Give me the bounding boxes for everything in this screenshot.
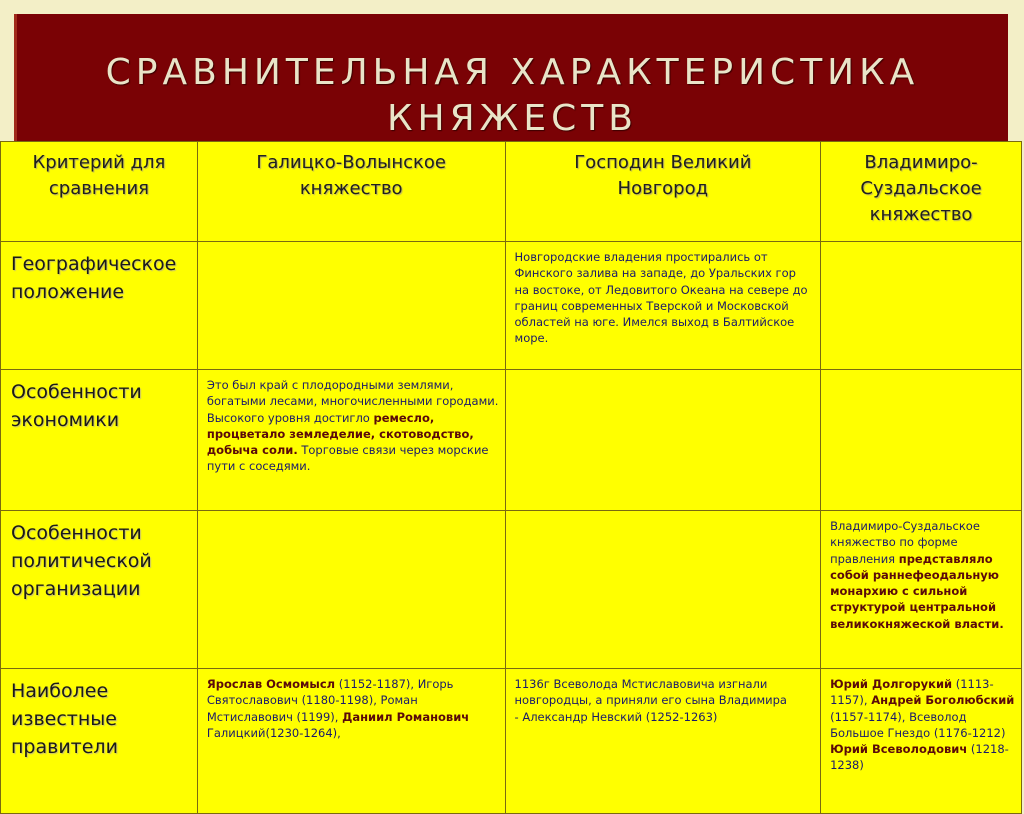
criterion-geography: Географическое положение <box>1 242 198 370</box>
table-row-geography <box>1 242 1022 370</box>
cell-rulers-vladimir <box>821 669 1022 814</box>
cell-geography-novgorod: Новгородские владения простирались от Финского залива на западе, до Уральских гор на востоке, от Ледовитого Океана на севере до границ современных Тверской и Московской областей на юге. Имелся выход в Балтийское море. <box>505 242 821 370</box>
table-row-economy <box>1 370 1022 511</box>
rulers-novgorod-text-2: - Александр Невский (1252-1263) <box>514 709 718 724</box>
header-vladimir: Владимиро-Суздальское княжество <box>821 142 1022 242</box>
cell-geography-galicia <box>197 242 505 370</box>
cell-economy-vladimir <box>821 370 1022 511</box>
table-row-politics <box>1 511 1022 669</box>
rulers-vladimir-text-3: (1218-1238) <box>830 742 1009 773</box>
cell-politics-vladimir <box>821 511 1022 669</box>
table-row-rulers <box>1 669 1022 814</box>
economy-text-a: Высокого уровня достигло <box>206 410 374 425</box>
criterion-economy: Особенности экономики <box>1 370 198 511</box>
ruler-andrei: Андрей Боголюбский <box>871 693 1015 708</box>
politics-text: Владимиро-Суздальское княжество по форме правления <box>830 519 980 566</box>
ruler-yuri-vsevolodovich: Юрий Всеволодович <box>830 742 968 757</box>
economy-galicia-p1: Это был край с плодородными землями, богатыми лесами, многочисленными городами. <box>206 378 499 409</box>
economy-text-b: Торговые связи через морские пути с соседями. <box>206 443 489 474</box>
ruler-yuri-dolgoruky: Юрий Долгорукий <box>830 677 953 691</box>
cell-economy-galicia <box>197 370 505 511</box>
economy-galicia-p2 <box>207 410 499 475</box>
rulers-galicia-text-1: (1152-1187), Игорь Святославович (1180-1198), Роман Мстиславович (1199), <box>206 677 454 724</box>
cell-rulers-novgorod <box>505 669 821 814</box>
comparison-table <box>0 141 1022 814</box>
criterion-politics: Особенности политической организации <box>1 511 198 669</box>
rulers-galicia-text-2: Галицкий(1230-1264), <box>206 725 341 740</box>
ruler-yaroslav: Ярослав Осмомысл <box>206 677 336 691</box>
rulers-vladimir-text-2: (1157-1174), Всеволод Большое Гнездо (1176-1212) <box>830 709 1006 740</box>
rulers-vladimir-text-1: (1113-1157), <box>830 677 994 708</box>
header-novgorod: Господин Великий Новгород <box>505 142 821 242</box>
economy-bold: ремесло, процветало земледелие, скотоводство, добыча соли. <box>206 410 474 458</box>
cell-economy-novgorod <box>505 370 821 511</box>
title-line-2: КНЯЖЕСТВ <box>387 98 638 139</box>
politics-bold: представляло собой раннефеодальную монархию с сильной структурой центральной великокняжеской власти. <box>830 551 1004 631</box>
header-row <box>1 142 1022 242</box>
rulers-novgorod-text-1: 1136г Всеволода Мстиславовича изгнали новгородцы, а приняли его сына Владимира <box>514 677 787 708</box>
title-banner <box>14 14 1008 142</box>
criterion-rulers: Наиболее известные правители <box>1 669 198 814</box>
page-title <box>17 50 1008 142</box>
cell-geography-vladimir <box>821 242 1022 370</box>
header-criterion: Критерий для сравнения <box>1 142 198 242</box>
header-galicia: Галицко-Волынское княжество <box>197 142 505 242</box>
cell-rulers-galicia <box>197 669 505 814</box>
ruler-daniil: Даниил Романович <box>342 709 470 724</box>
cell-politics-galicia <box>197 511 505 669</box>
title-line-1: СРАВНИТЕЛЬНАЯ ХАРАКТЕРИСТИКА <box>105 52 920 93</box>
cell-politics-novgorod <box>505 511 821 669</box>
